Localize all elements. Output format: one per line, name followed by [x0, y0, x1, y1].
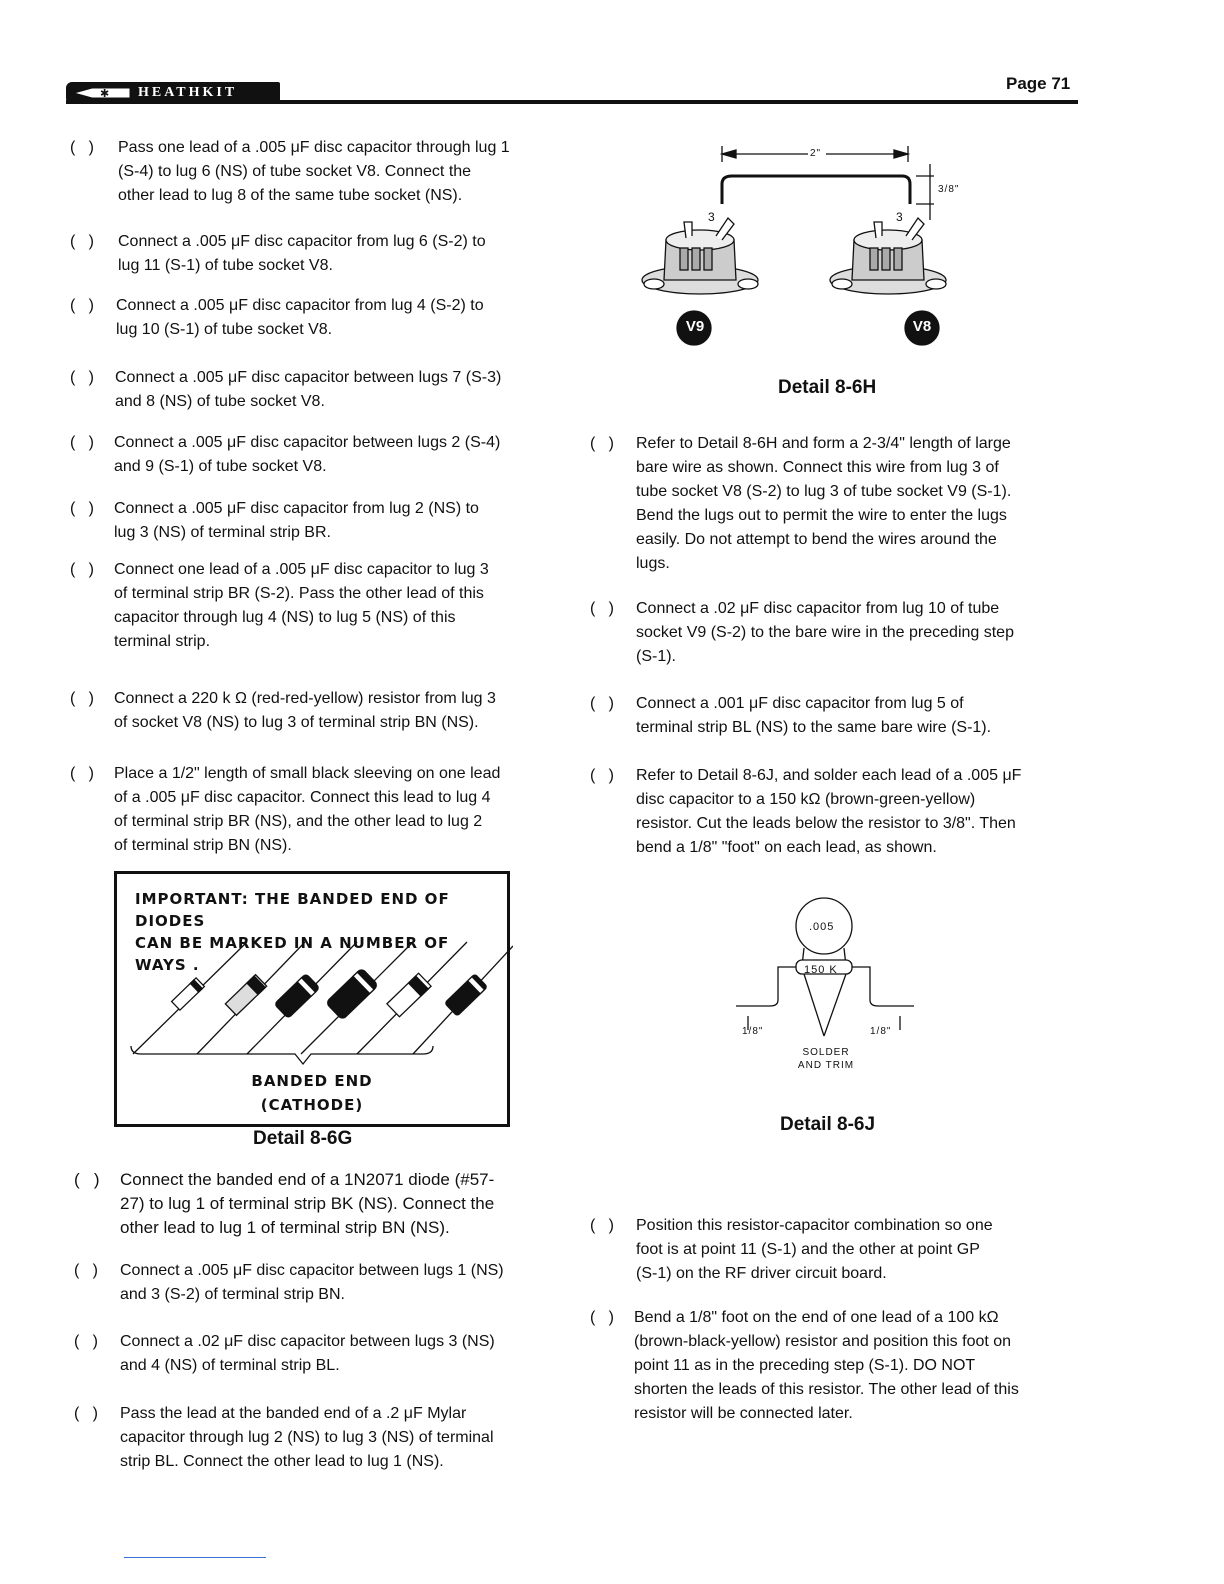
step-line: bare wire as shown. Connect this wire from lug 3 of — [636, 459, 999, 476]
step-line: of a .005 μF disc capacitor. Connect this lead to lug 4 — [114, 789, 491, 806]
important-line: IMPORTANT: THE BANDED END OF DIODES — [135, 890, 450, 930]
svg-text:✱: ✱ — [100, 87, 110, 100]
solder-label: SOLDER — [802, 1047, 850, 1058]
diode-6-body — [445, 974, 488, 1016]
step-line: Bend the lugs out to permit the wire to enter the lugs — [636, 507, 1007, 524]
bare-wire — [722, 176, 910, 204]
checkbox[interactable]: ( ) — [70, 500, 94, 517]
important-diodes-box — [114, 871, 510, 1127]
dim-arrow-left — [722, 150, 736, 158]
checkbox[interactable]: ( ) — [74, 1170, 100, 1189]
step-line: Pass one lead of a .005 μF disc capacitor through lug 1 — [118, 139, 510, 156]
checkbox[interactable]: ( ) — [70, 233, 94, 250]
step-line: lugs. — [636, 555, 670, 572]
checkbox[interactable]: ( ) — [74, 1262, 98, 1279]
step-line: terminal strip. — [114, 633, 211, 650]
step-line: other lead to lug 8 of the same tube socket (NS). — [118, 187, 463, 204]
checkbox[interactable]: ( ) — [590, 435, 614, 452]
checkbox[interactable]: ( ) — [590, 767, 614, 784]
checkbox[interactable]: ( ) — [74, 1333, 98, 1350]
step-line: Connect one lead of a .005 μF disc capacitor to lug 3 — [114, 561, 489, 578]
step-line: bend a 1/8" "foot" on each lead, as shown. — [636, 839, 937, 856]
foot-right-label: 1/8" — [870, 1026, 892, 1037]
footer-rule — [124, 1557, 266, 1558]
checkbox[interactable]: ( ) — [70, 561, 94, 578]
checkbox[interactable]: ( ) — [70, 369, 94, 386]
cap-value-label: .005 — [809, 921, 835, 933]
step-line: (S-1). — [636, 648, 676, 665]
banded-end-label: BANDED END — [251, 1072, 373, 1090]
socket-v9-drawing — [642, 218, 758, 294]
step-line: socket V9 (S-2) to the bare wire in the preceding step — [636, 624, 1014, 641]
dim-width-label: 2" — [810, 148, 822, 159]
step-line: lug 3 (NS) of terminal strip BR. — [114, 524, 331, 541]
step-line: of socket V8 (NS) to lug 3 of terminal strip BN (NS). — [114, 714, 479, 731]
badge-v8-label: V8 — [912, 318, 932, 335]
step-line: point 11 as in the preceding step (S-1). DO NOT — [634, 1357, 976, 1374]
step-line: other lead to lug 1 of terminal strip BN (NS). — [120, 1218, 450, 1237]
step-line: Connect a .005 μF disc capacitor from lug 2 (NS) to — [114, 500, 479, 517]
step-line: capacitor through lug 4 (NS) to lug 5 (NS) of this — [114, 609, 456, 626]
step-line: Refer to Detail 8-6H and form a 2-3/4" length of large — [636, 435, 1011, 452]
socket-v8-drawing — [830, 218, 946, 294]
diodes-illustration — [117, 928, 513, 1068]
step-line: Connect a .005 μF disc capacitor from lug 6 (S-2) to — [118, 233, 486, 250]
important-line: CAN BE MARKED IN A NUMBER OF WAYS . — [135, 934, 450, 974]
step-line: 27) to lug 1 of terminal strip BK (NS). Connect the — [120, 1194, 495, 1213]
lug-label-left: 3 — [708, 210, 716, 224]
heathkit-emblem-icon — [72, 86, 132, 100]
step-line: easily. Do not attempt to bend the wires around the — [636, 531, 997, 548]
step-line: terminal strip BL (NS) to the same bare wire (S-1). — [636, 719, 992, 736]
dim-arrow-right — [894, 150, 908, 158]
step-line: Connect a .005 μF disc capacitor between lugs 2 (S-4) — [114, 434, 501, 451]
step-line: Connect a .005 μF disc capacitor between lugs 7 (S-3) — [115, 369, 502, 386]
step-line: disc capacitor to a 150 kΩ (brown-green-yellow) — [636, 791, 976, 808]
checkbox[interactable]: ( ) — [70, 690, 94, 707]
step-line: lug 10 (S-1) of tube socket V8. — [116, 321, 333, 338]
step-line: and 9 (S-1) of tube socket V8. — [114, 458, 327, 475]
step-line: capacitor through lug 2 (NS) to lug 3 (NS) of terminal — [120, 1429, 494, 1446]
diode-4-body — [326, 968, 379, 1020]
brand-name: HEATHKIT — [138, 85, 238, 100]
page-number: Page 71 — [1006, 74, 1071, 93]
checkbox[interactable]: ( ) — [70, 434, 94, 451]
step-line: Connect the banded end of a 1N2071 diode (#57- — [120, 1170, 495, 1189]
step-line: Bend a 1/8" foot on the end of one lead of a 100 kΩ — [634, 1309, 999, 1326]
diode-3-body — [274, 974, 320, 1019]
banded-end-bracket — [131, 1046, 433, 1064]
step-line: resistor will be connected later. — [634, 1405, 853, 1422]
foot-left-label: 1/8" — [742, 1026, 764, 1037]
step-line: of terminal strip BR (NS), and the other lead to lug 2 — [114, 813, 483, 830]
diode-5-body — [387, 973, 431, 1017]
lug-label-right: 3 — [896, 210, 904, 224]
cap-lead-v-left — [804, 974, 824, 1036]
step-line: Connect a .005 μF disc capacitor from lug 4 (S-2) to — [116, 297, 484, 314]
step-line: and 3 (S-2) of terminal strip BN. — [120, 1286, 345, 1303]
badge-v9-label: V9 — [685, 318, 705, 335]
checkbox[interactable]: ( ) — [74, 1405, 98, 1422]
step-line: Connect a .001 μF disc capacitor from lug 5 of — [636, 695, 964, 712]
step-line: Position this resistor-capacitor combination so one — [636, 1217, 993, 1234]
step-line: of terminal strip BN (NS). — [114, 837, 292, 854]
step-line: Place a 1/2" length of small black sleeving on one lead — [114, 765, 501, 782]
step-line: shorten the leads of this resistor. The other lead of this — [634, 1381, 1019, 1398]
header-rule — [66, 100, 1078, 104]
checkbox[interactable]: ( ) — [70, 765, 94, 782]
diode-1-body — [172, 978, 205, 1010]
caption-detail-8-6H: Detail 8-6H — [778, 377, 877, 398]
checkbox[interactable]: ( ) — [590, 1217, 614, 1234]
cap-lead-v-right — [824, 974, 846, 1036]
step-line: foot is at point 11 (S-1) and the other at point GP — [636, 1241, 980, 1258]
step-line: of terminal strip BR (S-2). Pass the other lead of this — [114, 585, 484, 602]
step-line: Refer to Detail 8-6J, and solder each lead of a .005 μF — [636, 767, 1022, 784]
step-line: (brown-black-yellow) resistor and position this foot on — [634, 1333, 1012, 1350]
checkbox[interactable]: ( ) — [590, 695, 614, 712]
checkbox[interactable]: ( ) — [70, 139, 94, 156]
step-line: resistor. Cut the leads below the resistor to 3/8". Then — [636, 815, 1016, 832]
caption-detail-8-6G: Detail 8-6G — [253, 1128, 353, 1149]
trim-label: AND TRIM — [797, 1060, 855, 1071]
step-line: (S-4) to lug 6 (NS) of tube socket V8. Connect the — [118, 163, 472, 180]
checkbox[interactable]: ( ) — [590, 600, 614, 617]
step-line: strip BL. Connect the other lead to lug 1 (NS). — [120, 1453, 444, 1470]
step-line: (S-1) on the RF driver circuit board. — [636, 1265, 887, 1282]
step-line: Connect a .02 μF disc capacitor between lugs 3 (NS) — [120, 1333, 495, 1350]
dim-height-label: 3/8" — [938, 184, 960, 195]
step-line: and 8 (NS) of tube socket V8. — [115, 393, 325, 410]
step-line: lug 11 (S-1) of tube socket V8. — [118, 257, 333, 274]
checkbox[interactable]: ( ) — [70, 297, 94, 314]
step-line: Connect a 220 k Ω (red-red-yellow) resistor from lug 3 — [114, 690, 496, 707]
caption-detail-8-6J: Detail 8-6J — [780, 1114, 876, 1135]
res-value-label: 150 K — [804, 964, 838, 976]
diode-2-body — [225, 975, 266, 1016]
step-line: Connect a .02 μF disc capacitor from lug 10 of tube — [636, 600, 1000, 617]
detail-8-6H-illustration — [640, 140, 980, 380]
step-line: Pass the lead at the banded end of a .2 μF Mylar — [120, 1405, 467, 1422]
step-line: Connect a .005 μF disc capacitor between lugs 1 (NS) — [120, 1262, 504, 1279]
step-line: tube socket V8 (S-2) to lug 3 of tube socket V9 (S-1). — [636, 483, 1012, 500]
step-line: and 4 (NS) of terminal strip BL. — [120, 1357, 340, 1374]
resistor-lead-left — [736, 967, 796, 1006]
cathode-label: (CATHODE) — [260, 1096, 364, 1114]
checkbox[interactable]: ( ) — [590, 1309, 614, 1326]
resistor-lead-right — [852, 967, 914, 1006]
